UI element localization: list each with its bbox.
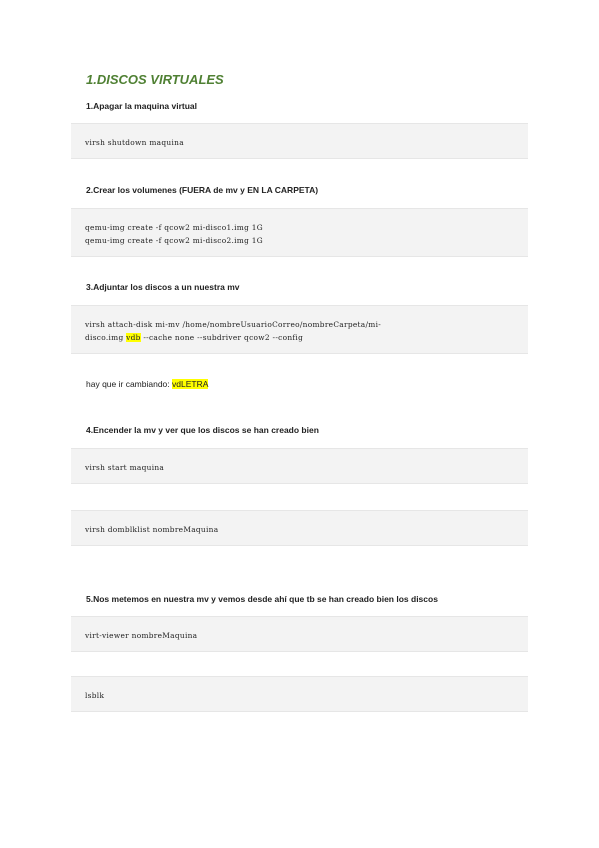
note-highlight: vdLETRA	[172, 379, 209, 389]
highlighted-device-name: vdb	[126, 333, 141, 342]
code-block-shutdown	[71, 123, 528, 159]
step-3-heading: 3.Adjuntar los discos a un nuestra mv	[86, 282, 240, 292]
code-block-domblklist	[71, 510, 528, 546]
code-line: virsh attach-disk mi-mv /home/nombreUsuarioCorreo/nombreCarpeta/mi-	[85, 320, 382, 329]
code-block-create-volumes	[71, 208, 528, 257]
code-line	[85, 331, 514, 344]
section-title: 1.DISCOS VIRTUALES	[86, 72, 224, 87]
step-1-heading: 1.Apagar la maquina virtual	[86, 101, 198, 111]
code-line: virt-viewer nombreMaquina	[85, 631, 198, 640]
step-4-heading: 4.Encender la mv y ver que los discos se han creado bien	[86, 425, 319, 435]
code-line: qemu-img create -f qcow2 mi-disco1.img 1G	[85, 223, 264, 232]
code-block-lsblk	[71, 676, 528, 712]
code-block-attach-disk	[71, 305, 528, 354]
note-label: hay que ir cambiando:	[86, 379, 172, 389]
code-line: virsh start maquina	[85, 463, 165, 472]
code-line: lsblk	[85, 691, 105, 700]
code-line: qemu-img create -f qcow2 mi-disco2.img 1G	[85, 236, 264, 245]
code-block-start	[71, 448, 528, 484]
code-text: disco.img	[85, 333, 127, 342]
step-2-heading: 2.Crear los volumenes (FUERA de mv y EN LA CARPETA)	[86, 185, 319, 195]
code-line: virsh domblklist nombreMaquina	[85, 525, 219, 534]
code-line: virsh shutdown maquina	[85, 138, 184, 147]
code-block-virt-viewer	[71, 616, 528, 652]
note-text	[86, 379, 208, 389]
step-5-heading: 5.Nos metemos en nuestra mv y vemos desde ahí que tb se han creado bien los discos	[86, 594, 438, 604]
code-text: --cache none --subdriver qcow2 --config	[140, 333, 304, 342]
